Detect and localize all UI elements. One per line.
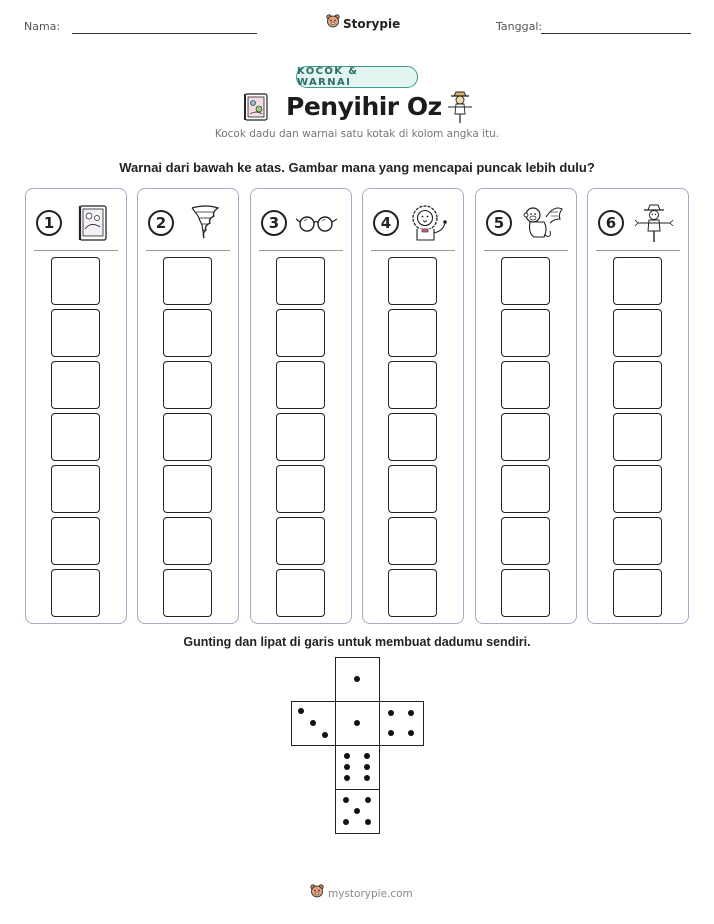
color-cell[interactable] <box>388 517 437 565</box>
title-row <box>0 92 714 126</box>
column-3 <box>250 188 352 624</box>
color-cell[interactable] <box>163 517 212 565</box>
color-cell[interactable] <box>388 413 437 461</box>
die-face-1 <box>335 701 380 746</box>
column-divider <box>146 250 230 251</box>
color-cell[interactable] <box>613 257 662 305</box>
column-number: 6 <box>598 210 624 236</box>
die-pip <box>354 676 360 682</box>
color-cell[interactable] <box>276 361 325 409</box>
column-number: 5 <box>486 210 512 236</box>
color-cell[interactable] <box>276 569 325 617</box>
coloring-columns <box>25 188 690 624</box>
color-cell[interactable] <box>276 517 325 565</box>
brand-name: Storypie <box>343 16 401 31</box>
column-4 <box>362 188 464 624</box>
column-divider <box>371 250 455 251</box>
color-cell[interactable] <box>51 361 100 409</box>
column-divider <box>259 250 343 251</box>
column-number: 4 <box>373 210 399 236</box>
color-cell[interactable] <box>613 361 662 409</box>
tornado-icon <box>182 203 226 243</box>
die-pip <box>364 775 370 781</box>
column-6 <box>587 188 689 624</box>
die-pip <box>298 708 304 714</box>
instruction-text: Warnai dari bawah ke atas. Gambar mana yang mencapai puncak lebih dulu? <box>119 160 595 175</box>
color-cell[interactable] <box>51 257 100 305</box>
column-2 <box>137 188 239 624</box>
die-pip <box>344 775 350 781</box>
die-pip <box>354 808 360 814</box>
name-field[interactable] <box>72 33 257 34</box>
color-cell[interactable] <box>388 309 437 357</box>
footer-url[interactable]: mystorypie.com <box>328 887 413 900</box>
color-cell[interactable] <box>51 569 100 617</box>
color-cell[interactable] <box>501 517 550 565</box>
book-icon <box>70 203 114 243</box>
name-label: Nama: <box>24 20 61 33</box>
scarecrow-icon <box>446 90 474 129</box>
color-cell[interactable] <box>163 413 212 461</box>
color-cell[interactable] <box>276 413 325 461</box>
cut-instruction: Gunting dan lipat di garis untuk membuat dadumu sendiri. <box>183 635 531 649</box>
die-pip <box>322 732 328 738</box>
lion-icon <box>407 203 451 243</box>
die-pip <box>364 753 370 759</box>
color-cell[interactable] <box>613 517 662 565</box>
column-divider <box>484 250 568 251</box>
die-pip <box>344 764 350 770</box>
color-cell[interactable] <box>613 309 662 357</box>
die-pip <box>364 764 370 770</box>
color-cell[interactable] <box>388 569 437 617</box>
color-cell[interactable] <box>51 309 100 357</box>
color-cell[interactable] <box>163 569 212 617</box>
color-cell[interactable] <box>163 309 212 357</box>
color-cell[interactable] <box>276 257 325 305</box>
color-cell[interactable] <box>276 465 325 513</box>
die-pip <box>310 720 316 726</box>
color-cell[interactable] <box>51 413 100 461</box>
header <box>0 18 714 38</box>
column-header <box>261 203 343 243</box>
color-cell[interactable] <box>51 517 100 565</box>
die-pip <box>408 710 414 716</box>
die-pip <box>343 797 349 803</box>
scarecrow-icon <box>632 203 676 243</box>
color-cell[interactable] <box>501 465 550 513</box>
die-face-6 <box>335 745 380 790</box>
activity-badge: KOCOK & WARNAI <box>296 66 418 88</box>
color-cell[interactable] <box>163 257 212 305</box>
die-face-1 <box>335 657 380 702</box>
color-cell[interactable] <box>388 465 437 513</box>
column-divider <box>596 250 680 251</box>
die-pip <box>388 730 394 736</box>
flying-monkey-icon <box>520 203 564 243</box>
column-header <box>373 203 455 243</box>
die-face-3 <box>291 701 336 746</box>
die-pip <box>343 819 349 825</box>
column-number: 2 <box>148 210 174 236</box>
bear-mascot-icon <box>326 14 340 33</box>
color-cell[interactable] <box>163 465 212 513</box>
color-cell[interactable] <box>613 569 662 617</box>
die-face-5 <box>335 789 380 834</box>
date-field[interactable] <box>541 33 691 34</box>
color-cell[interactable] <box>388 361 437 409</box>
date-label: Tanggal: <box>496 20 543 33</box>
die-pip <box>354 720 360 726</box>
column-number: 1 <box>36 210 62 236</box>
color-cell[interactable] <box>501 361 550 409</box>
column-header <box>148 203 230 243</box>
column-header <box>36 203 118 243</box>
brand-logo <box>326 14 400 33</box>
column-header <box>486 203 568 243</box>
color-cell[interactable] <box>388 257 437 305</box>
column-1 <box>25 188 127 624</box>
footer <box>310 884 413 903</box>
color-cell[interactable] <box>501 309 550 357</box>
die-pip <box>365 797 371 803</box>
subtitle: Kocok dadu dan warnai satu kotak di kolom angka itu. <box>214 128 500 140</box>
color-cell[interactable] <box>613 465 662 513</box>
color-cell[interactable] <box>51 465 100 513</box>
die-face-4 <box>379 701 424 746</box>
color-cell[interactable] <box>163 361 212 409</box>
die-pip <box>388 710 394 716</box>
color-cell[interactable] <box>501 569 550 617</box>
color-cell[interactable] <box>613 413 662 461</box>
column-number: 3 <box>261 210 287 236</box>
color-cell[interactable] <box>501 257 550 305</box>
die-pip <box>408 730 414 736</box>
column-divider <box>34 250 118 251</box>
color-cell[interactable] <box>276 309 325 357</box>
column-5 <box>475 188 577 624</box>
book-icon <box>242 92 270 127</box>
die-pip <box>365 819 371 825</box>
bear-mascot-icon <box>310 884 324 903</box>
color-cell[interactable] <box>501 413 550 461</box>
die-pip <box>344 753 350 759</box>
glasses-icon <box>295 203 339 243</box>
column-header <box>598 203 680 243</box>
page-title: Penyihir Oz <box>286 92 442 121</box>
